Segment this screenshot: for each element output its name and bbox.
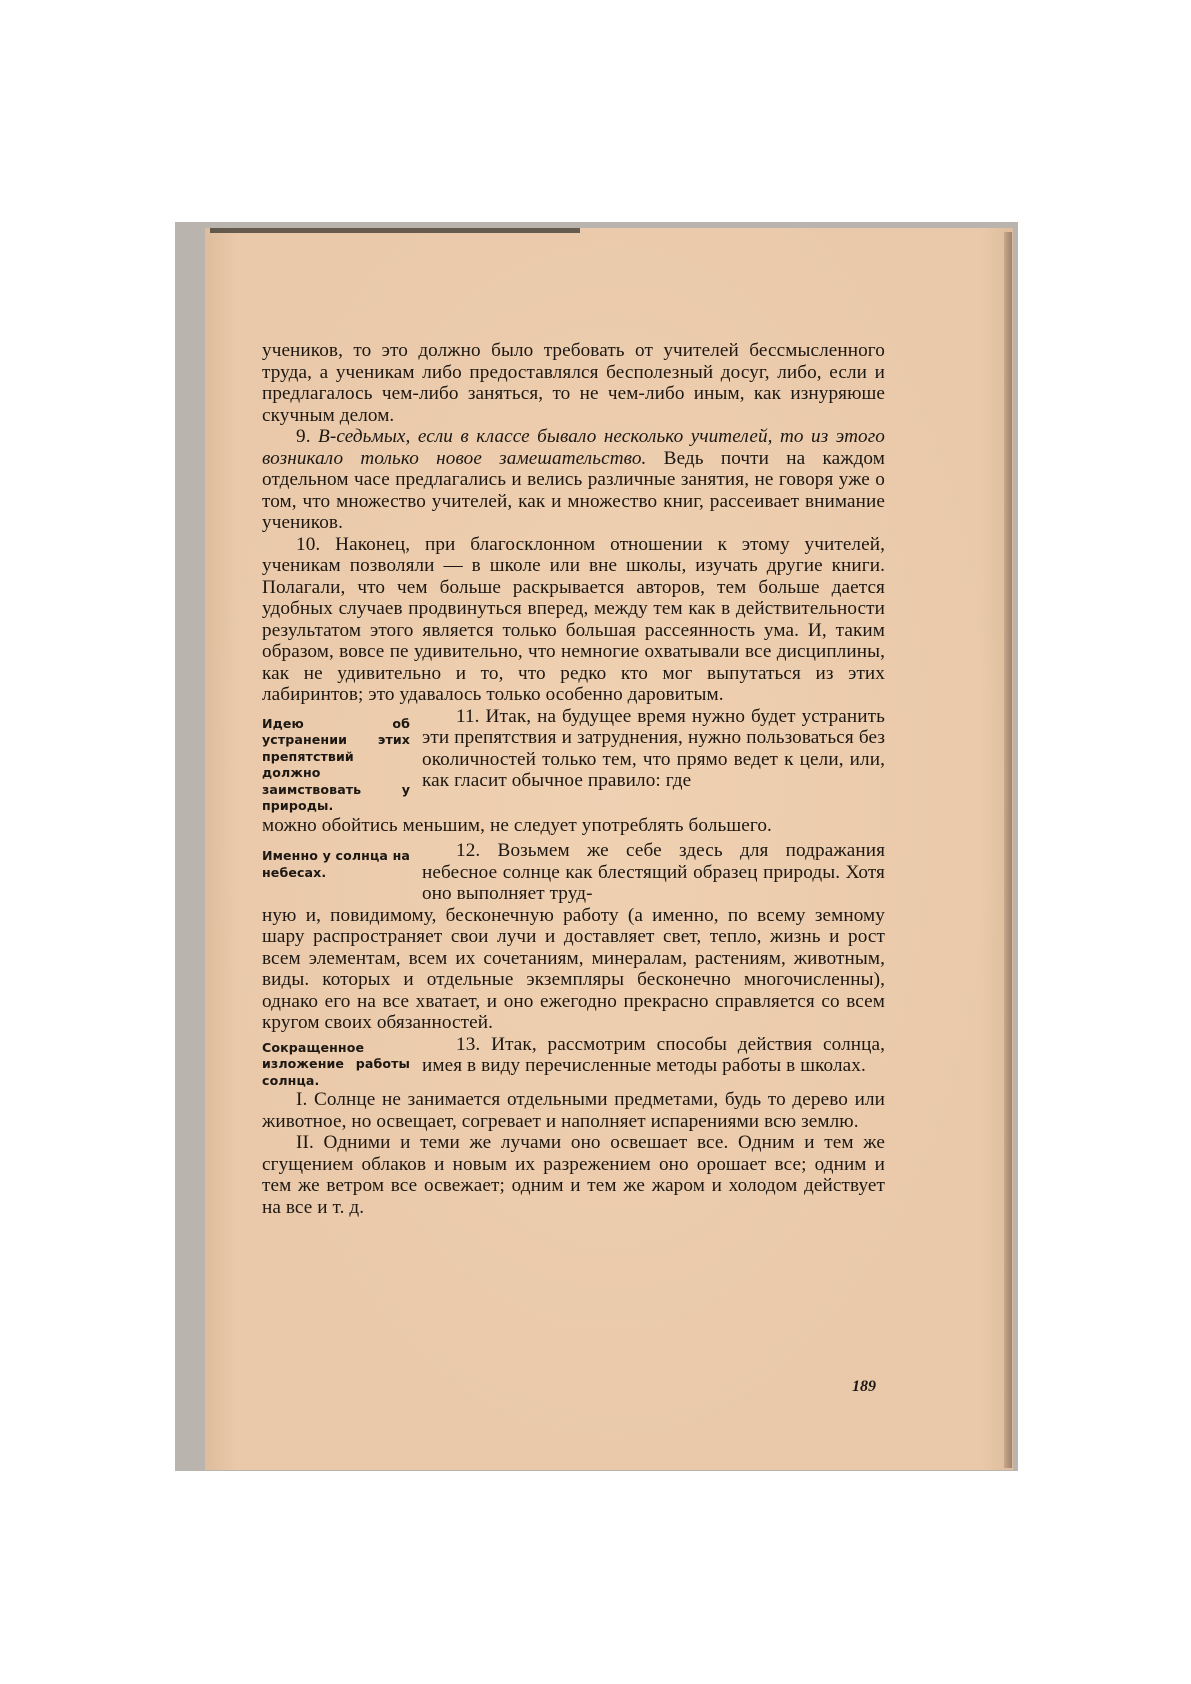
page-top-shadow: [210, 228, 580, 233]
margin-note-11: Идею об устранении этих препятствий должно заимствовать у природы.: [262, 715, 410, 813]
margin-note-13: Сокращенное изложение работы солнца.: [262, 1039, 410, 1088]
paragraph-9-italic: В-седьмых, если в классе бывало несколько учителей, то из этого возникало только новое замешательство.: [262, 426, 885, 469]
margin-note-12: Именно у солнца на небесах.: [262, 848, 410, 880]
page-number: 189: [852, 1378, 876, 1395]
paragraph-11-continued: можно обойтись меньшим, не следует употреблять большего.: [262, 814, 772, 836]
paragraph-13-row: [262, 1034, 885, 1090]
paragraph-I: I. Солнце не занимается отдельными предметами, будь то дерево или животное, но освещает, согревает и наполняет испарениями всю землю.: [262, 1089, 885, 1132]
paragraph-8-tail: учеников, то это должно было требовать от учителей бессмысленного труда, а ученикам либо предоставлялся бесполезный досуг, либо, если и предлагалось чем-либо заняться, то не чем-либо иным, как изнуряюше скучным делом.: [262, 340, 885, 426]
paragraph-11-side: 11. Итак, на будущее время нужно будет устранить эти препятствия и затруднения, нужно пользоваться без околичностей только тем, что прямо ведет к цели, или, как гласит обычное правило: где: [422, 705, 885, 791]
page-text: [262, 340, 885, 1218]
paragraph-12-continued: ную и, повидимому, бесконечную работу (а именно, по всему земному шару распространяет свои лучи и доставляет свет, тепло, жизнь и рост всем элементам, всем их сочетаниям, минералам, растениям, животным, виды. которых и отдельные экземпляры бесконечно многочисленны), однако его на все хватает, и оно ежегодно прекрасно справляется со всем кругом своих обязанностей.: [262, 904, 885, 1033]
page-right-edge: [1004, 232, 1012, 1468]
paragraph-12-side: 12. Возьмем же себе здесь для подражания небесное солнце как блестящий образец природы. Хотя оно выполняет труд-: [422, 840, 885, 904]
paragraph-9-rest: Ведь почти на каждом отдельном часе предлагались и велись различные занятия, не говоря уже о том, что множество учителей, как и множество книг, рассеивает внимание учеников.: [262, 447, 886, 533]
paragraph-13-side: 13. Итак, рассмотрим способы действия солнца, имея в виду перечисленные методы работы в школах.: [422, 1033, 885, 1076]
paragraph-10: 10. Наконец, при благосклонном отношении к этому учителей, ученикам позволяли — в школе или вне школы, изучать другие книги. Полагали, что чем больше раскрывается авторов, тем больше дается удобных случаев продвинуться вперед, между тем как в действительности результатом этого является только большая рассеянность ума. И, таким образом, вовсе пе удивительно, что немногие охватывали все дисциплины, как не удивительно и то, что редко кто мог выпутаться из этих лабиринтов; это удавалось только особенно даровитым.: [262, 533, 885, 705]
paragraph-11-row: [262, 706, 885, 815]
paragraph-9-number: 9.: [296, 426, 311, 447]
paragraph-9: [262, 426, 885, 534]
paragraph-II: II. Одними и теми же лучами оно освешает все. Одним и тем же сгущением облаков и новым их разрежением оно орошает все; одним и тем же ветром все освежает; одним и тем же жаром и холодом действует на все и т. д.: [262, 1132, 885, 1218]
paragraph-12-row: [262, 840, 885, 905]
